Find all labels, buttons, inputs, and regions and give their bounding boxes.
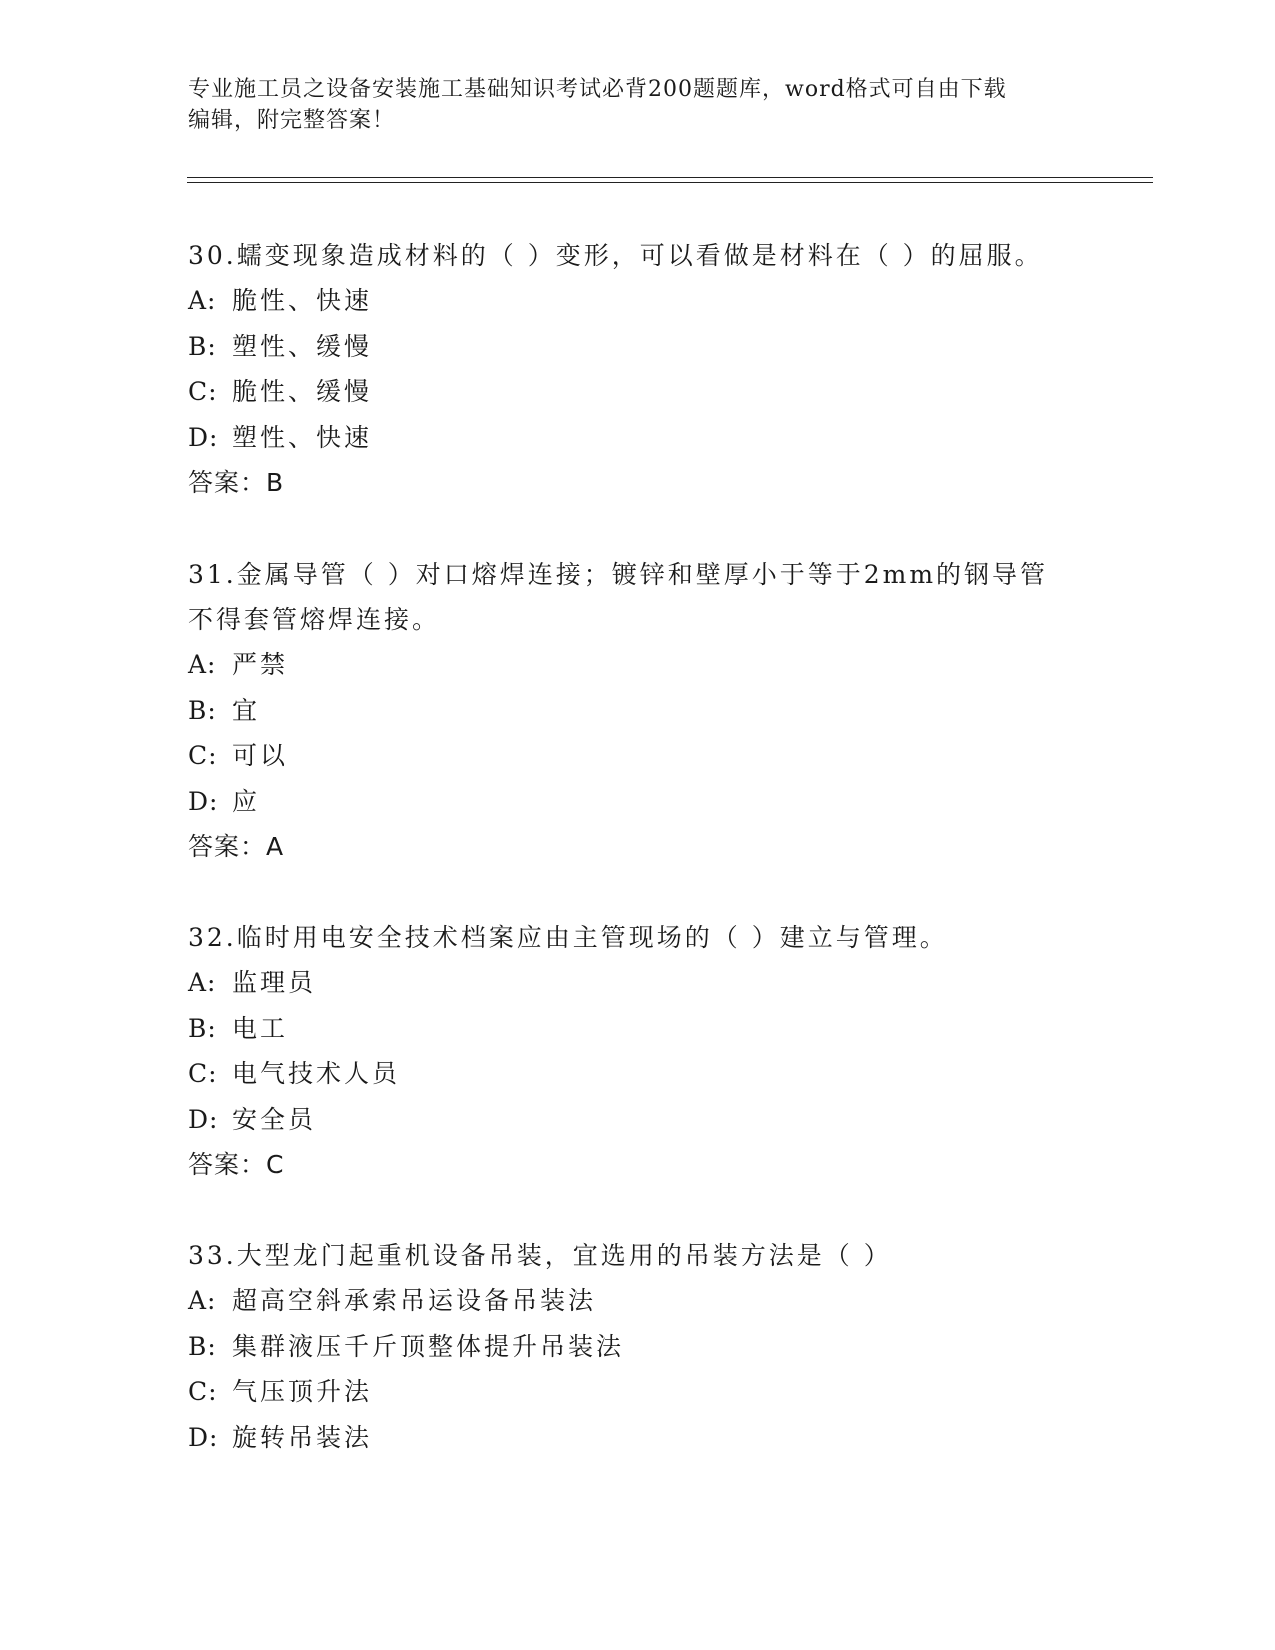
option-b [188,324,1088,370]
option-a [188,278,1088,324]
document-header [188,74,1088,136]
question-stem-line-2: 不得套管熔焊连接。 [188,605,441,634]
option-b [188,1324,1088,1370]
option-c [188,733,1088,779]
question-32 [188,915,1088,1187]
option-key: B: [188,695,217,725]
answer-line: 答案：A [188,832,285,861]
header-divider-bottom [187,182,1153,183]
option-d [188,779,1088,825]
option-key: D: [188,1422,219,1452]
option-key: C: [188,741,218,770]
option-key: A: [188,650,217,679]
option-key: A: [188,968,217,997]
option-key: C: [188,1377,218,1406]
option-b [188,1006,1088,1052]
option-text: 气压顶升法 [232,1377,373,1406]
answer-line: 答案：B [188,468,285,497]
header-divider-top [187,177,1153,178]
option-key: D: [188,786,219,816]
option-d [188,415,1088,461]
question-31 [188,552,1088,869]
header-line-1: 专业施工员之设备安装施工基础知识考试必背200题题库，word格式可自由下载 [188,77,1007,102]
option-d [188,1415,1088,1461]
question-stem-line-1: 31.金属导管（ ）对口熔焊连接；镀锌和壁厚小于等于2mm的钢导管 [188,560,1049,589]
option-text: 严禁 [232,650,289,679]
question-33 [188,1233,1088,1460]
question-stem: 32.临时用电安全技术档案应由主管现场的（ ）建立与管理。 [188,923,948,952]
option-text: 监理员 [232,968,317,997]
option-a [188,960,1088,1006]
question-stem: 33.大型龙门起重机设备吊装，宜选用的吊装方法是（ ） [188,1241,892,1270]
option-key: C: [188,377,218,406]
option-text: 塑性、快速 [232,422,373,452]
option-key: A: [188,1286,217,1315]
header-line-2: 编辑，附完整答案！ [188,108,396,133]
option-key: B: [188,1331,217,1361]
option-b [188,688,1088,734]
option-a [188,1278,1088,1324]
option-key: D: [188,1104,219,1134]
option-text: 旋转吊装法 [232,1422,373,1452]
option-text: 脆性、快速 [232,286,373,315]
option-text: 电工 [232,1013,289,1043]
option-d [188,1097,1088,1143]
option-text: 宜 [232,695,261,725]
option-text: 超高空斜承索吊运设备吊装法 [232,1286,597,1315]
question-stem: 30.蠕变现象造成材料的（ ）变形，可以看做是材料在（ ）的屈服。 [188,241,1043,270]
option-c [188,1369,1088,1415]
option-a [188,642,1088,688]
answer-line: 答案：C [188,1150,285,1179]
option-key: A: [188,286,217,315]
option-key: D: [188,422,219,452]
option-text: 塑性、缓慢 [232,331,373,361]
option-text: 可以 [232,741,289,770]
question-30 [188,233,1088,505]
option-text: 安全员 [232,1104,317,1134]
option-c [188,369,1088,415]
option-text: 应 [232,786,261,816]
option-text: 电气技术人员 [232,1059,401,1088]
option-text: 集群液压千斤顶整体提升吊装法 [232,1331,625,1361]
option-text: 脆性、缓慢 [232,377,373,406]
option-c [188,1051,1088,1097]
option-key: C: [188,1059,218,1088]
option-key: B: [188,1013,217,1043]
option-key: B: [188,331,217,361]
